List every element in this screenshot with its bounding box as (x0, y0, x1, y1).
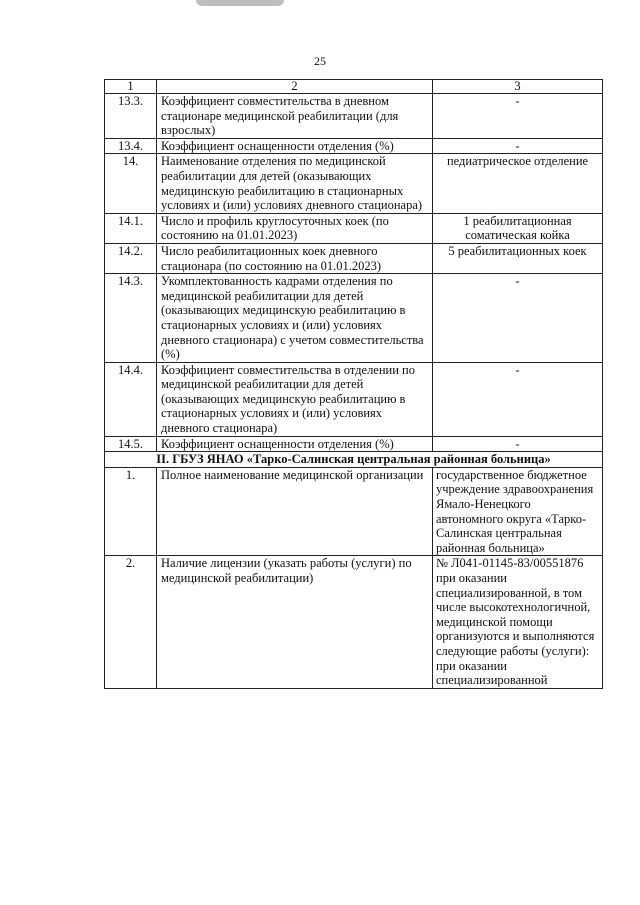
row-description: Число и профиль круглосуточных коек (по состоянию на 01.01.2023) (157, 213, 433, 243)
row-number: 14. (105, 154, 157, 213)
row-value: - (433, 362, 603, 436)
table-row (105, 274, 603, 363)
column-header-description: 2 (157, 80, 433, 94)
page-number: 25 (314, 54, 326, 68)
row-value: 1 реабилитационная соматическая койка (433, 213, 603, 243)
section-heading-row (105, 452, 603, 468)
row-description: Коэффициент совместительства в отделении по медицинской реабилитации для детей (оказывающих медицинскую реабилитацию в стационарных условиях и (или) условиях дневного стационара) (157, 362, 433, 436)
row-number: 14.1. (105, 213, 157, 243)
row-number: 2. (105, 556, 157, 688)
row-value: педиатрическое отделение (433, 154, 603, 213)
row-number: 1. (105, 467, 157, 556)
row-description: Коэффициент оснащенности отделения (%) (157, 436, 433, 452)
table-header-row (105, 80, 603, 94)
table-row (105, 436, 603, 452)
row-number: 14.5. (105, 436, 157, 452)
row-description: Полное наименование медицинской организации (157, 467, 433, 556)
scan-edge-mark (196, 0, 284, 6)
row-number: 14.3. (105, 274, 157, 363)
table-row (105, 467, 603, 556)
row-value: - (433, 138, 603, 154)
table-row (105, 556, 603, 688)
table-row (105, 362, 603, 436)
row-value: - (433, 436, 603, 452)
table-row (105, 243, 603, 273)
section-title: II. ГБУЗ ЯНАО «Тарко-Салинская центральная районная больница» (105, 452, 603, 468)
row-description: Число реабилитационных коек дневного стационара (по состоянию на 01.01.2023) (157, 243, 433, 273)
row-number: 14.2. (105, 243, 157, 273)
table-row (105, 94, 603, 139)
row-description: Наличие лицензии (указать работы (услуги) по медицинской реабилитации) (157, 556, 433, 688)
table-row (105, 138, 603, 154)
row-value: - (433, 94, 603, 139)
row-value: государственное бюджетное учреждение здравоохранения Ямало-Ненецкого автономного округа «Тарко-Салинская центральная районная больница» (433, 467, 603, 556)
row-description: Коэффициент совместительства в дневном стационаре медицинской реабилитации (для взрослых) (157, 94, 433, 139)
column-header-number: 1 (105, 80, 157, 94)
table-row (105, 213, 603, 243)
row-number: 13.4. (105, 138, 157, 154)
row-description: Коэффициент оснащенности отделения (%) (157, 138, 433, 154)
row-value: 5 реабилитационных коек (433, 243, 603, 273)
document-table (104, 79, 603, 689)
table-row (105, 154, 603, 213)
row-number: 14.4. (105, 362, 157, 436)
row-value: № Л041-01145-83/00551876 при оказании специализированной, в том числе высокотехнологичной, медицинской помощи организуются и выполняются следующие работы (услуги): при оказании специализированной (433, 556, 603, 688)
row-description: Укомплектованность кадрами отделения по медицинской реабилитации для детей (оказывающих медицинскую реабилитацию в стационарных условиях и (или) условиях дневного стационара) с учетом совместительства (%) (157, 274, 433, 363)
row-description: Наименование отделения по медицинской реабилитации для детей (оказывающих медицинскую реабилитацию в стационарных условиях и (или) условиях дневного стационара) (157, 154, 433, 213)
column-header-value: 3 (433, 80, 603, 94)
row-number: 13.3. (105, 94, 157, 139)
row-value: - (433, 274, 603, 363)
